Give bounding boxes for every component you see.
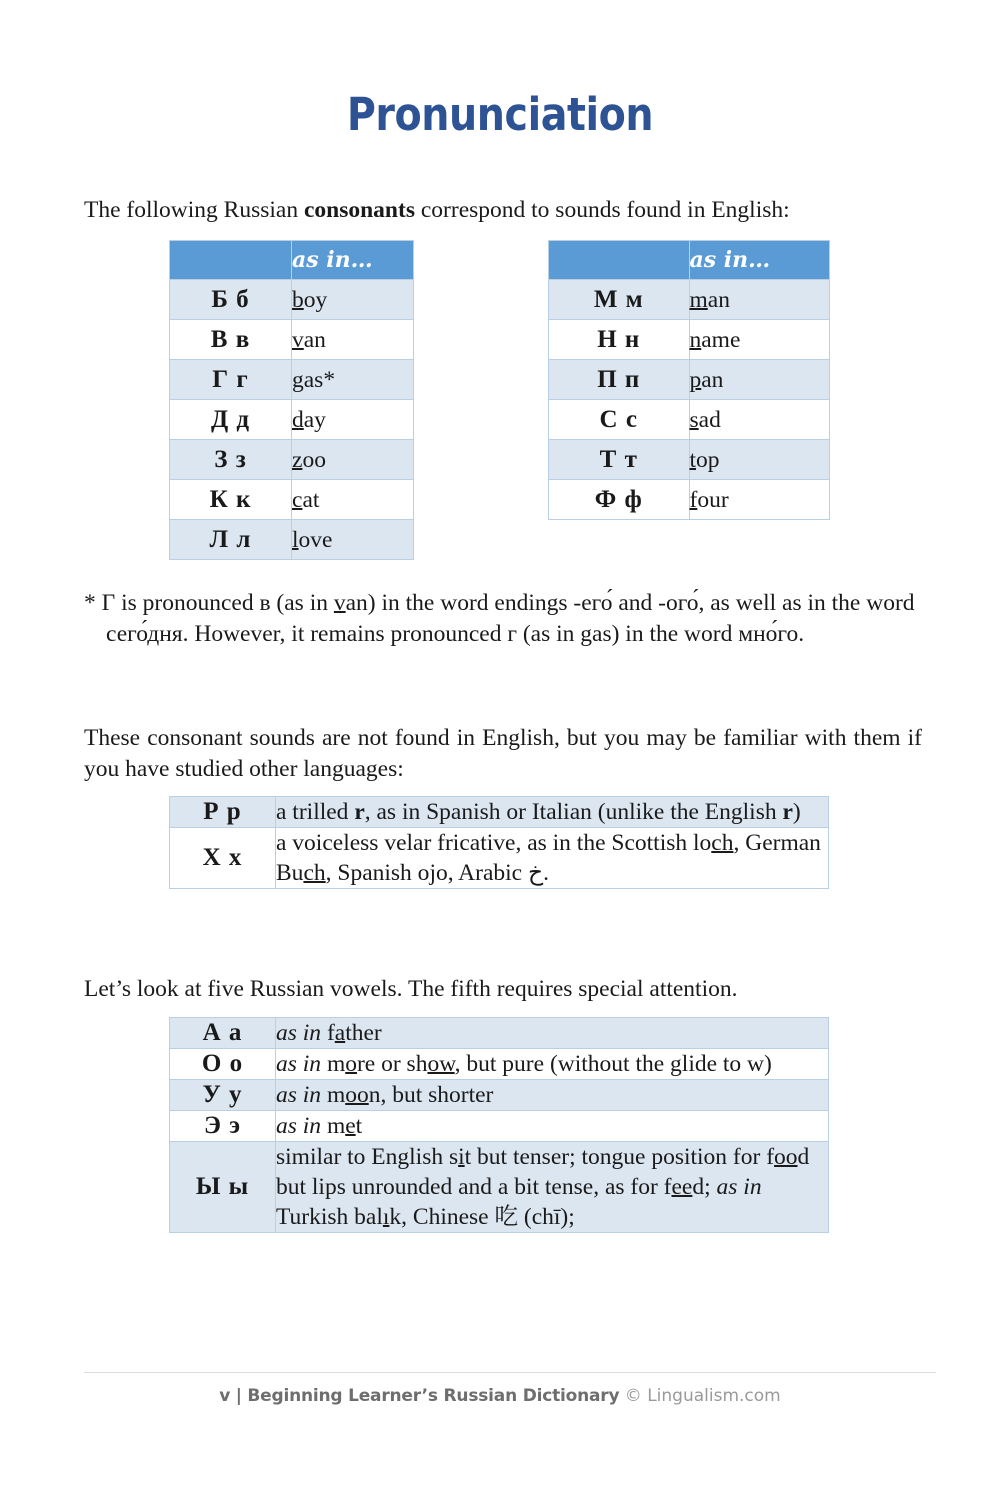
cyrillic-letter-pair: Ф ф bbox=[549, 480, 690, 520]
gloss-cell: a voiceless velar fricative, as in the Scottish loch, German Buch, Spanish ojo, Arabic خ. bbox=[276, 828, 829, 889]
gloss-cell: van bbox=[292, 320, 414, 360]
cyrillic-letter-pair: Л л bbox=[170, 520, 292, 560]
intro-text-after: correspond to sounds found in English: bbox=[414, 197, 790, 223]
footnote-underline-1: v bbox=[333, 590, 346, 616]
page-footer bbox=[0, 1386, 1000, 1406]
intro-bold-consonants: consonants bbox=[303, 197, 415, 223]
gloss-cell: name bbox=[689, 320, 830, 360]
gloss-cell: sad bbox=[689, 400, 830, 440]
gloss-cell: similar to English sit but tenser; tongue position for food but lips unrounded and a bit tense, as for feed; as in Turkish balık, Chinese 吃 (chī); bbox=[276, 1142, 829, 1233]
table-row bbox=[170, 1142, 829, 1233]
cyrillic-letter-pair: Р р bbox=[170, 797, 276, 828]
cyrillic-letter-pair: В в bbox=[170, 320, 292, 360]
cyrillic-letter-pair: З з bbox=[170, 440, 292, 480]
cyrillic-letter-pair: П п bbox=[549, 360, 690, 400]
cyrillic-letter-pair: О о bbox=[170, 1049, 276, 1080]
table-row bbox=[549, 400, 830, 440]
consonants-table-right bbox=[548, 240, 830, 520]
footnote-text-3: as) in the word мно́го. bbox=[592, 621, 805, 647]
cyrillic-letter-pair: Н н bbox=[549, 320, 690, 360]
gloss-cell: gas* bbox=[292, 360, 414, 400]
gloss-cell: a trilled r, as in Spanish or Italian (unlike the English r) bbox=[276, 797, 829, 828]
footnote-star: * bbox=[84, 590, 96, 616]
footer-book-title: Beginning Learner’s Russian Dictionary bbox=[247, 1386, 620, 1406]
table-row bbox=[170, 440, 414, 480]
gloss-cell: day bbox=[292, 400, 414, 440]
gloss-cell: as in more or show, but pure (without the glide to w) bbox=[276, 1049, 829, 1080]
gloss-cell: zoo bbox=[292, 440, 414, 480]
footnote-text-1: Г is pronounced в (as in bbox=[95, 590, 334, 616]
table-row bbox=[170, 828, 829, 889]
special-consonants-body bbox=[170, 797, 829, 889]
header-cell-as-in: as in… bbox=[292, 241, 414, 280]
gloss-cell: pan bbox=[689, 360, 830, 400]
cyrillic-letter-pair: Э э bbox=[170, 1111, 276, 1142]
gloss-cell: cat bbox=[292, 480, 414, 520]
header-cell-letters bbox=[549, 241, 690, 280]
gloss-cell: as in moon, but shorter bbox=[276, 1080, 829, 1111]
gloss-cell: as in met bbox=[276, 1111, 829, 1142]
table-row bbox=[170, 400, 414, 440]
cyrillic-letter-pair: А а bbox=[170, 1018, 276, 1049]
page-title: Pronunciation bbox=[346, 88, 654, 141]
footnote-text-2: an) in the word endings -его́ and -ого́, as well as in the word сего́дня. However, it remains pronounced г (as in bbox=[106, 590, 915, 647]
gloss-cell: boy bbox=[292, 280, 414, 320]
header-cell-letters bbox=[170, 241, 292, 280]
table-row bbox=[170, 360, 414, 400]
table-row bbox=[170, 520, 414, 560]
table-row bbox=[170, 280, 414, 320]
cyrillic-letter-pair: Г г bbox=[170, 360, 292, 400]
footer-divider bbox=[84, 1372, 936, 1373]
header-cell-as-in: as in… bbox=[689, 241, 830, 280]
cyrillic-letter-pair: Х х bbox=[170, 828, 276, 889]
table-row bbox=[170, 1080, 829, 1111]
consonants-right-body bbox=[549, 280, 830, 520]
intro-paragraph bbox=[84, 195, 934, 225]
footer-separator: | bbox=[235, 1386, 242, 1406]
cyrillic-letter-pair: Т т bbox=[549, 440, 690, 480]
footer-page-number: v bbox=[219, 1386, 231, 1406]
cyrillic-letter-pair: М м bbox=[549, 280, 690, 320]
table-row bbox=[549, 280, 830, 320]
table-row bbox=[170, 480, 414, 520]
intro-text-before: The following Russian bbox=[84, 197, 304, 223]
gamma-footnote bbox=[84, 588, 958, 650]
vowels-body bbox=[170, 1018, 829, 1233]
table-row bbox=[170, 1111, 829, 1142]
unfamiliar-sounds-paragraph: These consonant sounds are not found in English, but you may be familiar with them if you have studied other languages: bbox=[84, 725, 922, 782]
gloss-cell: as in father bbox=[276, 1018, 829, 1049]
gloss-cell: four bbox=[689, 480, 830, 520]
gloss-cell: love bbox=[292, 520, 414, 560]
gloss-cell: top bbox=[689, 440, 830, 480]
cyrillic-letter-pair: К к bbox=[170, 480, 292, 520]
vowels-table bbox=[169, 1017, 829, 1233]
table-row bbox=[549, 480, 830, 520]
cyrillic-letter-pair: У у bbox=[170, 1080, 276, 1111]
cyrillic-letter-pair: Б б bbox=[170, 280, 292, 320]
cyrillic-letter-pair: Ы ы bbox=[170, 1142, 276, 1233]
consonants-left-body bbox=[170, 280, 414, 560]
cyrillic-letter-pair: Д д bbox=[170, 400, 292, 440]
table-row bbox=[549, 320, 830, 360]
footnote-underline-2: g bbox=[580, 621, 593, 647]
table-row bbox=[170, 320, 414, 360]
vowels-intro-paragraph: Let’s look at five Russian vowels. The fifth requires special attention. bbox=[84, 976, 738, 1002]
footer-copyright: © Lingualism.com bbox=[624, 1386, 781, 1406]
table-row bbox=[549, 360, 830, 400]
table-row bbox=[170, 1049, 829, 1080]
special-consonants-table bbox=[169, 796, 829, 889]
table-row bbox=[549, 440, 830, 480]
table-row bbox=[170, 797, 829, 828]
gloss-cell: man bbox=[689, 280, 830, 320]
consonants-table-left bbox=[169, 240, 414, 560]
table-header-row bbox=[170, 241, 414, 280]
table-header-row bbox=[549, 241, 830, 280]
cyrillic-letter-pair: С с bbox=[549, 400, 690, 440]
table-row bbox=[170, 1018, 829, 1049]
